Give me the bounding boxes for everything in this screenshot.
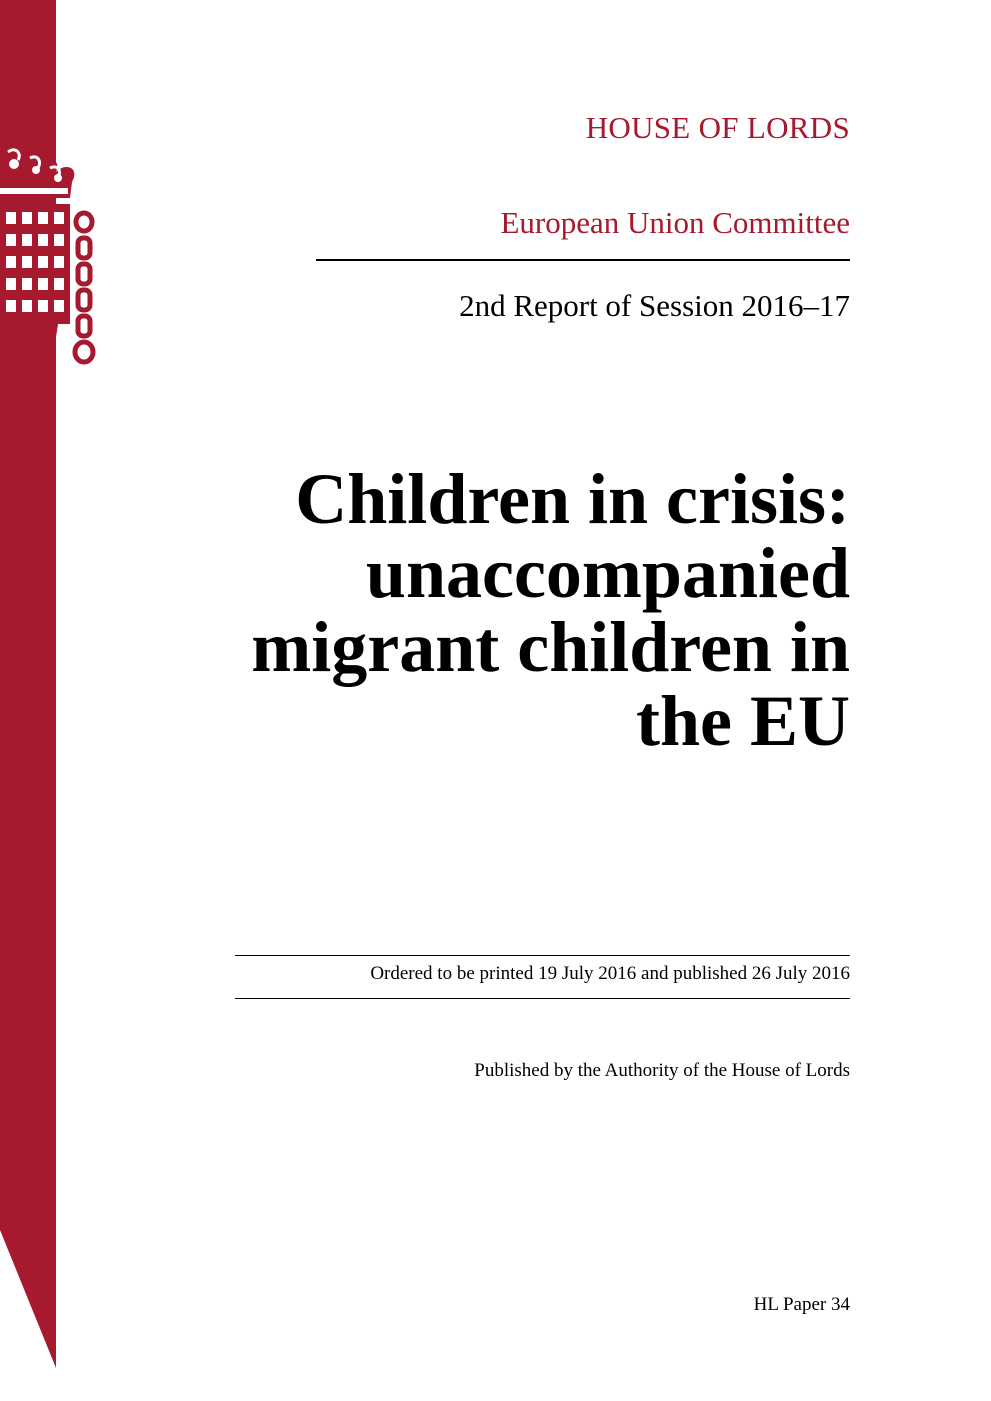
published-authority-line: Published by the Authority of the House of Lords: [474, 1060, 850, 1081]
session-label: 2nd Report of Session 2016–17: [459, 288, 850, 323]
hl-paper-number: HL Paper 34: [753, 1294, 850, 1315]
divider-ordered-top: [235, 955, 850, 956]
report-title: Children in crisis: unaccompanied migrant children in the EU: [251, 459, 850, 761]
divider-top: [316, 259, 850, 261]
portcullis-crown-icon: [0, 138, 100, 378]
committee-name: European Union Committee: [500, 205, 850, 240]
house-name: HOUSE OF LORDS: [585, 110, 850, 145]
divider-ordered-bottom: [235, 998, 850, 999]
ordered-printed-line: Ordered to be printed 19 July 2016 and published 26 July 2016: [370, 963, 850, 984]
